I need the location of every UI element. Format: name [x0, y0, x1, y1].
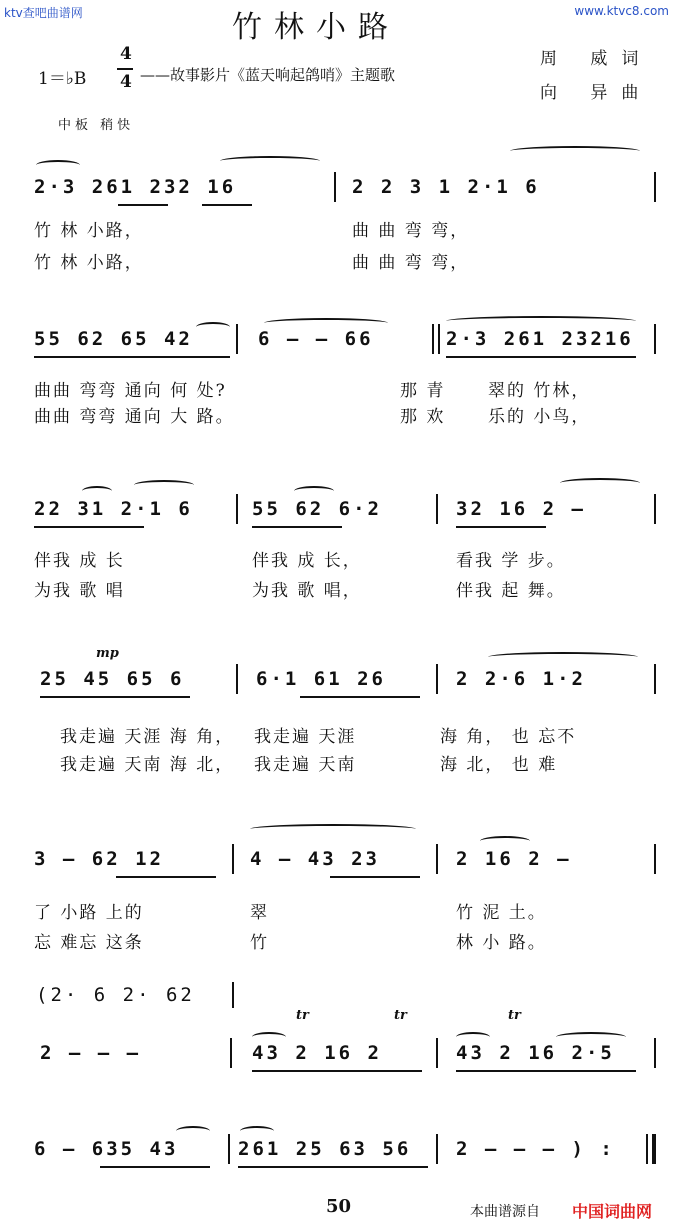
slur [252, 1032, 286, 1042]
bar-line [334, 172, 336, 202]
beam-underline [238, 1166, 428, 1168]
beam-underline [100, 1166, 210, 1168]
measure-notes: 4 — 43 23 [250, 848, 380, 870]
beam-underline [252, 526, 342, 528]
measure-notes: 6 — — 66 [258, 328, 374, 350]
alternate-notes: (2· 6 2· 62 [36, 984, 195, 1006]
bar-line [236, 324, 238, 354]
lyric-verse-2: 为我 歌 唱， [252, 581, 362, 601]
final-repeat-bar [652, 1134, 656, 1164]
lyric-verse-2: 那 欢 [400, 407, 446, 427]
slur [560, 478, 640, 488]
measure-notes: 55 62 65 42 [34, 328, 193, 350]
lyric-verse-2: 为我 歌 唱 [34, 581, 125, 601]
bar-line [654, 844, 656, 874]
slur [480, 836, 530, 846]
trill-mark: tr [508, 1008, 521, 1023]
measure-notes: 2 2 3 1 2·1 6 [352, 176, 540, 198]
lyric-verse-1: 那 青 [400, 381, 446, 401]
page-number: 50 [326, 1196, 352, 1217]
lyric-verse-1: 伴我 成 长 [34, 551, 125, 571]
lyric-verse-1: 曲 曲 弯 弯， [352, 221, 470, 241]
slur [240, 1126, 274, 1136]
measure-notes: 2·3 261 232 16 [34, 176, 237, 198]
bar-line [236, 664, 238, 694]
subtitle: ——故事影片《蓝天响起鸽哨》主题歌 [140, 66, 396, 84]
lyric-verse-2: 我走遍 天南 [254, 755, 357, 775]
slur [134, 480, 194, 490]
watermark-left: ktv查吧曲谱网 [4, 6, 83, 20]
beam-underline [446, 356, 636, 358]
composer-credit: 向 异曲 [540, 83, 653, 103]
bar-line [436, 494, 438, 524]
dynamic-mark: mp [96, 646, 119, 661]
slur [510, 146, 640, 156]
trill-mark: tr [296, 1008, 309, 1023]
bar-line [654, 172, 656, 202]
lyricist-credit: 周 威词 [540, 49, 653, 69]
slur [176, 1126, 210, 1136]
measure-notes: 22 31 2·1 6 [34, 498, 193, 520]
slur [488, 652, 638, 662]
beam-underline [34, 356, 230, 358]
tempo-marking: 中板 稍快 [58, 118, 135, 133]
lyric-verse-2: 海 北， 也 难 [440, 755, 558, 775]
bar-line [654, 494, 656, 524]
trill-mark: tr [394, 1008, 407, 1023]
bar-line [436, 844, 438, 874]
beam-underline [116, 876, 216, 878]
lyric-verse-1: 了 小路 上的 [34, 903, 144, 923]
measure-notes: 261 25 63 56 [238, 1138, 412, 1160]
lyric-verse-2: 忘 难忘 这条 [34, 933, 144, 953]
slur [456, 1032, 490, 1042]
time-signature-numerator: 4 [120, 44, 132, 64]
lyric-verse-1: 翠 [250, 903, 269, 923]
lyric-verse-1: 伴我 成 长， [252, 551, 362, 571]
slur [220, 156, 320, 166]
lyric-verse-2: 我走遍 天南 海 北， [60, 755, 235, 775]
beam-underline [300, 696, 420, 698]
bar-line [438, 324, 440, 354]
bar-line [436, 1134, 438, 1164]
bar-line [236, 494, 238, 524]
song-title: 竹林小路 [232, 10, 400, 45]
lyric-verse-2: 曲曲 弯弯 通向 大 路。 [34, 407, 235, 427]
slur [36, 160, 80, 170]
slur [294, 486, 334, 496]
time-signature-line [117, 68, 133, 70]
bar-line [232, 844, 234, 874]
bar-line [654, 1038, 656, 1068]
bar-line [228, 1134, 230, 1164]
bar-line [436, 1038, 438, 1068]
beam-underline [456, 1070, 636, 1072]
measure-notes: 25 45 65 6 [40, 668, 185, 690]
bar-line [436, 664, 438, 694]
beam-underline [40, 696, 190, 698]
measure-notes: 2 — — — [40, 1042, 142, 1064]
lyric-verse-2: 伴我 起 舞。 [456, 581, 566, 601]
beam-underline [252, 1070, 422, 1072]
beam-underline [202, 204, 252, 206]
measure-notes: 43 2 16 2 [252, 1042, 382, 1064]
bar-line [646, 1134, 648, 1164]
beam-underline [456, 526, 546, 528]
measure-notes: 6·1 61 26 [256, 668, 386, 690]
measure-notes: 3 — 62 12 [34, 848, 164, 870]
slur [82, 486, 112, 496]
lyric-verse-1: 曲曲 弯弯 通向 何 处? [34, 381, 227, 401]
bar-line [432, 324, 434, 354]
lyric-verse-2: 林 小 路。 [456, 933, 547, 953]
bar-line [230, 1038, 232, 1068]
lyric-verse-1: 翠的 竹林， [488, 381, 591, 401]
lyric-verse-1: 我走遍 天涯 [254, 727, 357, 747]
measure-notes: 2 2·6 1·2 [456, 668, 586, 690]
beam-underline [118, 204, 168, 206]
bar-line [232, 982, 234, 1008]
lyric-verse-1: 竹 泥 土。 [456, 903, 547, 923]
lyric-verse-1: 竹 林 小路， [34, 221, 144, 241]
slur [556, 1032, 626, 1042]
lyric-verse-2: 竹 林 小路， [34, 253, 144, 273]
key-signature: 1＝♭B [38, 69, 87, 89]
bar-line [654, 324, 656, 354]
lyric-verse-1: 我走遍 天涯 海 角， [60, 727, 235, 747]
lyric-verse-2: 乐的 小鸟， [488, 407, 591, 427]
lyric-verse-1: 海 角， 也 忘不 [440, 727, 577, 747]
measure-notes: 2·3 261 23216 [446, 328, 634, 350]
slur [446, 316, 636, 326]
slur [264, 318, 388, 328]
time-signature-denominator: 4 [120, 72, 132, 92]
slur [196, 322, 230, 332]
bar-line [654, 664, 656, 694]
source-brand: 中国词曲网 [572, 1202, 653, 1221]
lyric-verse-2: 曲 曲 弯 弯， [352, 253, 470, 273]
beam-underline [34, 526, 144, 528]
measure-notes: 43 2 16 2·5 [456, 1042, 615, 1064]
measure-notes: 2 16 2 — [456, 848, 572, 870]
measure-notes: 6 — 635 43 [34, 1138, 179, 1160]
lyric-verse-2: 竹 [250, 933, 269, 953]
slur [250, 824, 416, 834]
measure-notes: 55 62 6·2 [252, 498, 382, 520]
measure-notes: 2 — — — ) : [456, 1138, 615, 1160]
watermark-right: www.ktvc8.com [574, 4, 669, 18]
measure-notes: 32 16 2 — [456, 498, 586, 520]
lyric-verse-1: 看我 学 步。 [456, 551, 566, 571]
beam-underline [330, 876, 420, 878]
source-label: 本曲谱源自 [470, 1204, 540, 1220]
